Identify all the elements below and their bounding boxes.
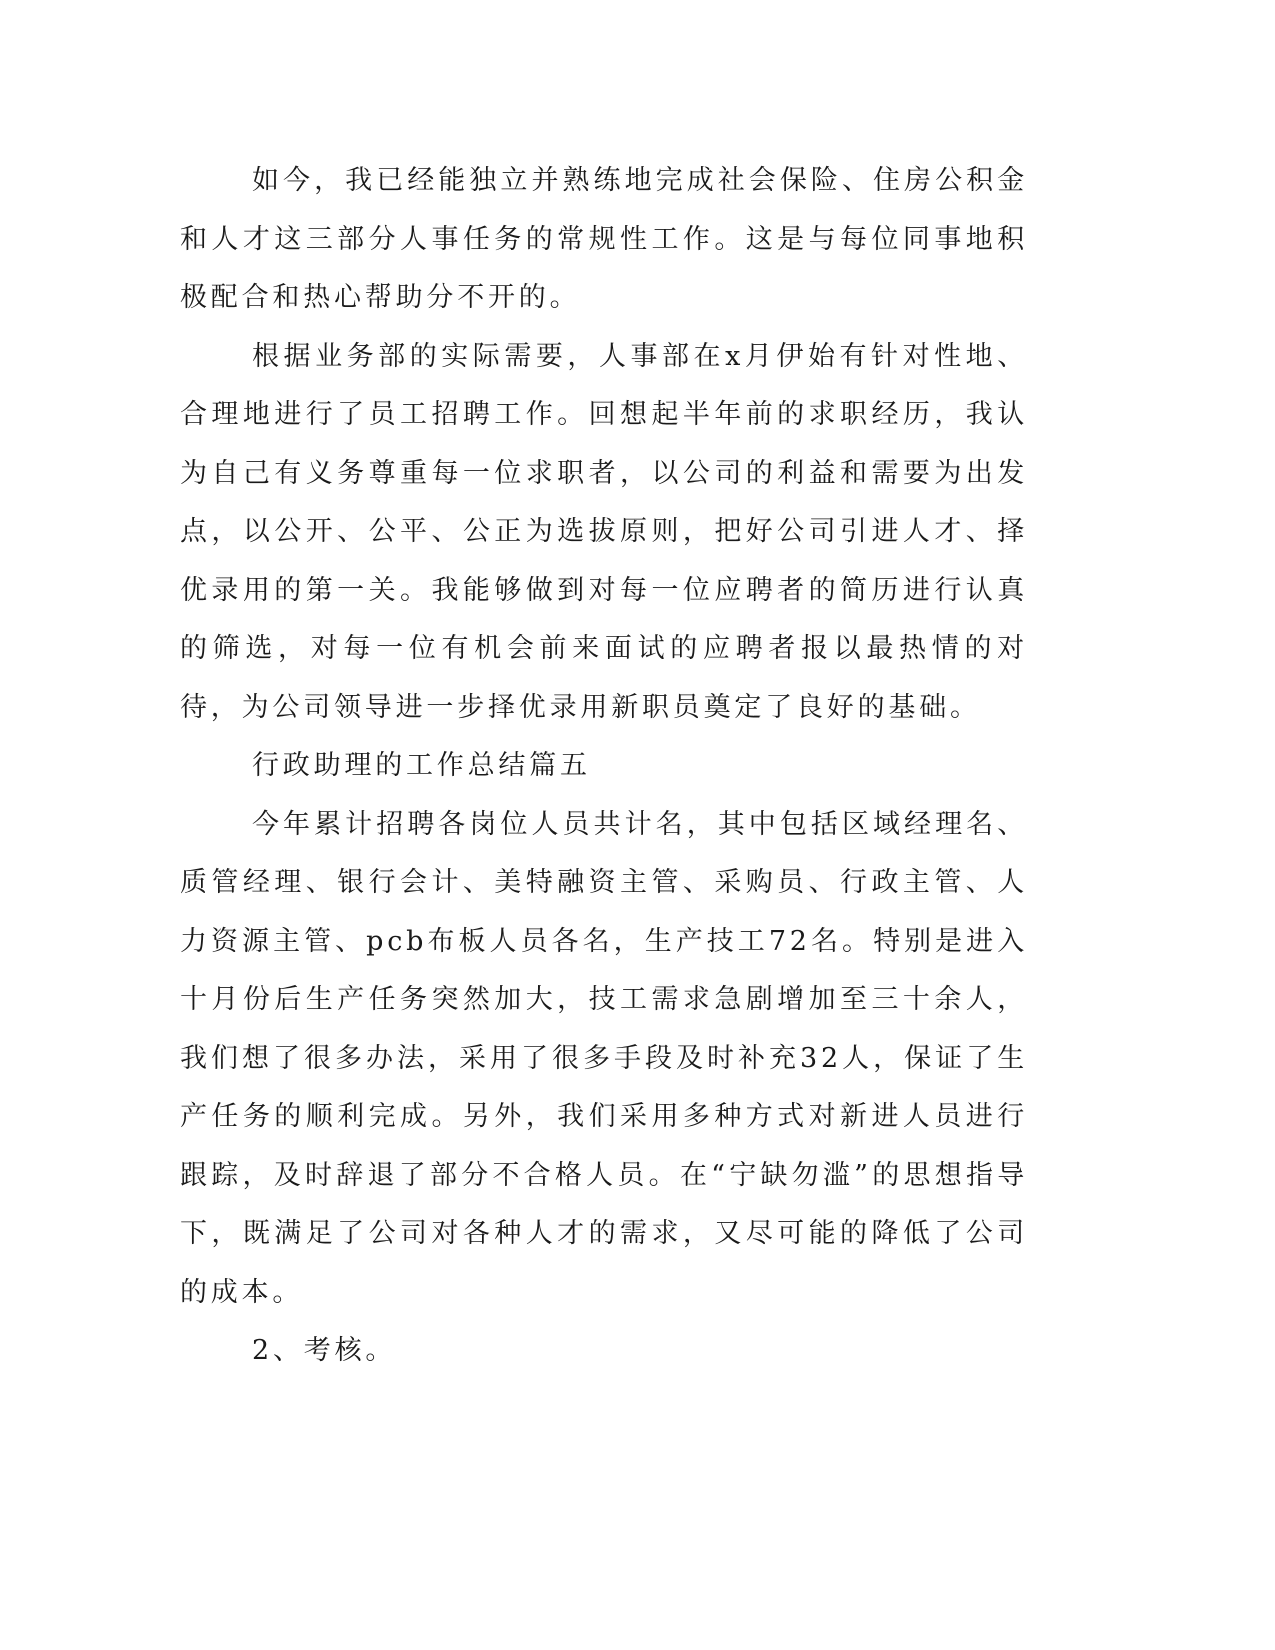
paragraph-assessment: 2、考核。	[252, 1335, 397, 1366]
section-heading: 行政助理的工作总结篇五	[252, 750, 591, 781]
document-body	[180, 152, 1028, 1381]
paragraph-recruitment: 根据业务部的实际需要，人事部在x月伊始有针对性地、合理地进行了员工招聘工作。回想起半年前的求职经历，我认为自己有义务尊重每一位求职者，以公司的利益和需要为出发点，以公开、公平、公正为选拔原则，把好公司引进人才、择优录用的第一关。我能够做到对每一位应聘者的简历进行认真的筛选，对每一位有机会前来面试的应聘者报以最热情的对待，为公司领导进一步择优录用新职员奠定了良好的基础。	[180, 340, 1028, 723]
paragraph-social-insurance: 如今，我已经能独立并熟练地完成社会保险、住房公积金和人才这三部分人事任务的常规性工作。这是与每位同事地积极配合和热心帮助分不开的。	[180, 165, 1028, 313]
paragraph-annual-hiring: 今年累计招聘各岗位人员共计名，其中包括区域经理名、质管经理、银行会计、美特融资主管、采购员、行政主管、人力资源主管、pcb布板人员各名，生产技工72名。特别是进入十月份后生产任务突然加大，技工需求急剧增加至三十余人，我们想了很多办法，采用了很多手段及时补充32人，保证了生产任务的顺利完成。另外，我们采用多种方式对新进人员进行跟踪，及时辞退了部分不合格人员。在“宁缺勿滥”的思想指导下，既满足了公司对各种人才的需求，又尽可能的降低了公司的成本。	[180, 808, 1028, 1308]
